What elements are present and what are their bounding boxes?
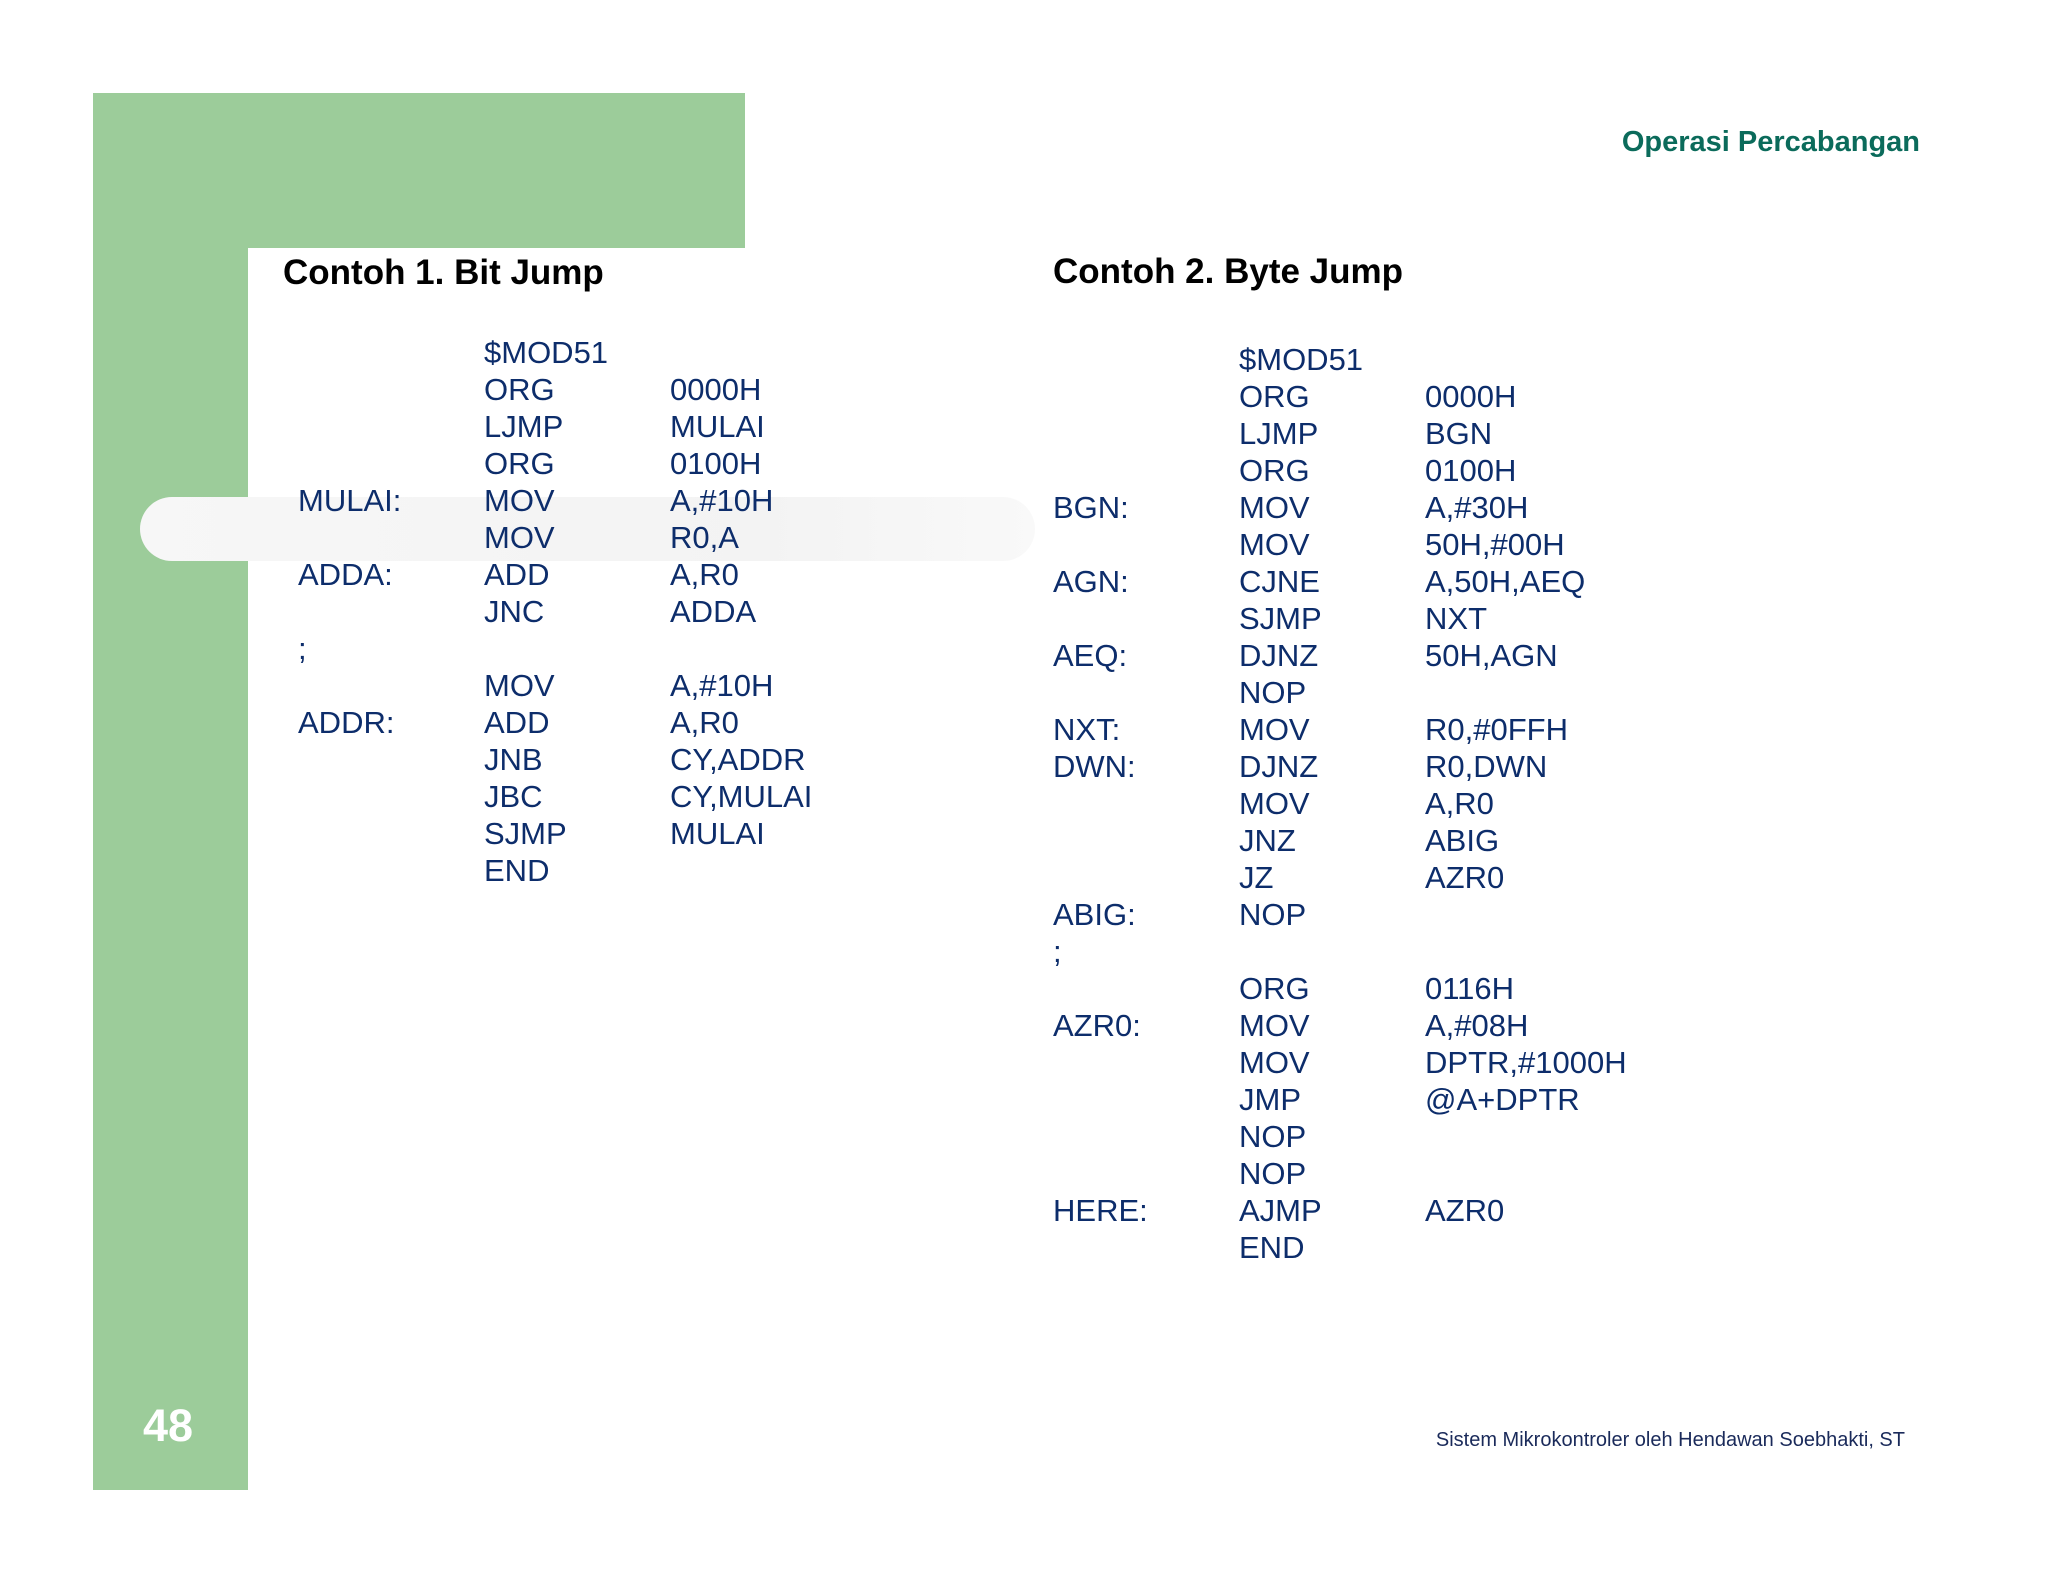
example1-title: Contoh 1. Bit Jump [283, 253, 604, 292]
code-opcode: SJMP [1239, 601, 1322, 636]
code-opcode: MOV [1239, 786, 1310, 821]
code-operand: ADDA [670, 594, 757, 629]
code-line [1053, 415, 1753, 452]
code-operand: 0000H [670, 372, 762, 407]
example1-code [298, 334, 898, 889]
code-opcode: NOP [1239, 1119, 1307, 1154]
code-opcode: NOP [1239, 1156, 1307, 1191]
code-operand: 0100H [1425, 453, 1517, 488]
code-operand: A,#10H [670, 483, 774, 518]
code-opcode: $MOD51 [484, 335, 609, 370]
code-operand: NXT [1425, 601, 1487, 636]
code-line [298, 630, 898, 667]
code-line [1053, 341, 1753, 378]
code-operand: AZR0 [1425, 860, 1505, 895]
code-line [1053, 378, 1753, 415]
code-opcode: ORG [1239, 379, 1310, 414]
code-opcode: MOV [1239, 490, 1310, 525]
code-opcode: END [1239, 1230, 1305, 1265]
code-opcode: MOV [1239, 712, 1310, 747]
code-line [1053, 637, 1753, 674]
code-line [298, 815, 898, 852]
code-opcode: ORG [484, 446, 555, 481]
code-opcode: SJMP [484, 816, 567, 851]
code-opcode: MOV [484, 520, 555, 555]
code-label: BGN: [1053, 490, 1129, 525]
code-line [298, 593, 898, 630]
code-line [1053, 489, 1753, 526]
code-operand: @A+DPTR [1425, 1082, 1580, 1117]
code-label: HERE: [1053, 1193, 1148, 1228]
page-title: Operasi Percabangan [1621, 126, 1920, 158]
code-opcode: CJNE [1239, 564, 1320, 599]
code-line [1053, 1118, 1753, 1155]
code-line [1053, 748, 1753, 785]
code-opcode: JNB [484, 742, 543, 777]
code-opcode: DJNZ [1239, 749, 1319, 784]
code-operand: AZR0 [1425, 1193, 1505, 1228]
example2-title: Contoh 2. Byte Jump [1053, 252, 1404, 291]
code-line [1053, 526, 1753, 563]
green-top-band [93, 93, 745, 248]
code-line [1053, 1192, 1753, 1229]
code-line [1053, 452, 1753, 489]
code-opcode: ORG [1239, 971, 1310, 1006]
code-opcode: MOV [1239, 1008, 1310, 1043]
code-line [1053, 711, 1753, 748]
code-line [1053, 859, 1753, 896]
code-line [298, 519, 898, 556]
code-label: AGN: [1053, 564, 1129, 599]
code-opcode: NOP [1239, 675, 1307, 710]
green-side-bar [93, 93, 248, 1490]
example2-code [1053, 341, 1753, 1266]
code-opcode: ADD [484, 705, 550, 740]
code-line [1053, 1081, 1753, 1118]
code-opcode: JMP [1239, 1082, 1301, 1117]
code-line [298, 371, 898, 408]
code-operand: A,#30H [1425, 490, 1529, 525]
code-label: DWN: [1053, 749, 1136, 784]
code-operand: A,R0 [670, 705, 739, 740]
code-opcode: LJMP [1239, 416, 1319, 451]
code-line [298, 852, 898, 889]
code-operand: R0,A [670, 520, 739, 555]
code-operand: 50H,AGN [1425, 638, 1558, 673]
code-operand: R0,DWN [1425, 749, 1548, 784]
code-operand: A,R0 [670, 557, 739, 592]
code-line [1053, 600, 1753, 637]
code-line [298, 704, 898, 741]
code-line [1053, 563, 1753, 600]
code-opcode: ADD [484, 557, 550, 592]
code-label: AEQ: [1053, 638, 1128, 673]
code-operand: A,R0 [1425, 786, 1494, 821]
code-line [1053, 822, 1753, 859]
code-opcode: $MOD51 [1239, 342, 1364, 377]
code-label: MULAI: [298, 483, 402, 518]
code-opcode: ORG [484, 372, 555, 407]
code-line [298, 778, 898, 815]
code-operand: R0,#0FFH [1425, 712, 1568, 747]
code-label: ; [298, 631, 307, 666]
code-opcode: JNC [484, 594, 545, 629]
code-line [298, 445, 898, 482]
code-operand: ABIG [1425, 823, 1500, 858]
code-line [1053, 785, 1753, 822]
code-line [298, 408, 898, 445]
code-opcode: JZ [1239, 860, 1274, 895]
code-opcode: AJMP [1239, 1193, 1322, 1228]
code-line [1053, 1229, 1753, 1266]
code-line [298, 556, 898, 593]
page-number: 48 [143, 1400, 194, 1451]
code-line [1053, 970, 1753, 1007]
footer-credit: Sistem Mikrokontroler oleh Hendawan Soebhakti, ST [1435, 1429, 1905, 1451]
code-line [1053, 674, 1753, 711]
code-label: ; [1053, 934, 1062, 969]
code-label: AZR0: [1053, 1008, 1141, 1043]
code-line [298, 741, 898, 778]
code-opcode: END [484, 853, 550, 888]
code-opcode: ORG [1239, 453, 1310, 488]
code-operand: BGN [1425, 416, 1493, 451]
code-operand: DPTR,#1000H [1425, 1045, 1627, 1080]
code-line [1053, 1044, 1753, 1081]
code-label: ABIG: [1053, 897, 1136, 932]
code-line [1053, 1155, 1753, 1192]
code-operand: 0000H [1425, 379, 1517, 414]
code-operand: 0100H [670, 446, 762, 481]
code-opcode: JNZ [1239, 823, 1296, 858]
code-opcode: MOV [1239, 527, 1310, 562]
code-operand: A,50H,AEQ [1425, 564, 1586, 599]
code-label: NXT: [1053, 712, 1121, 747]
code-operand: MULAI [670, 409, 765, 444]
code-operand: 50H,#00H [1425, 527, 1565, 562]
code-line [1053, 1007, 1753, 1044]
code-opcode: LJMP [484, 409, 564, 444]
code-opcode: MOV [1239, 1045, 1310, 1080]
code-line [1053, 896, 1753, 933]
code-operand: A,#08H [1425, 1008, 1529, 1043]
code-operand: MULAI [670, 816, 765, 851]
code-label: ADDA: [298, 557, 393, 592]
code-operand: A,#10H [670, 668, 774, 703]
code-label: ADDR: [298, 705, 395, 740]
code-opcode: MOV [484, 483, 555, 518]
code-operand: 0116H [1425, 971, 1515, 1006]
code-operand: CY,MULAI [670, 779, 813, 814]
code-line [298, 667, 898, 704]
code-operand: CY,ADDR [670, 742, 806, 777]
code-line [1053, 933, 1753, 970]
code-opcode: NOP [1239, 897, 1307, 932]
code-opcode: DJNZ [1239, 638, 1319, 673]
code-line [298, 482, 898, 519]
code-opcode: MOV [484, 668, 555, 703]
code-opcode: JBC [484, 779, 543, 814]
code-line [298, 334, 898, 371]
